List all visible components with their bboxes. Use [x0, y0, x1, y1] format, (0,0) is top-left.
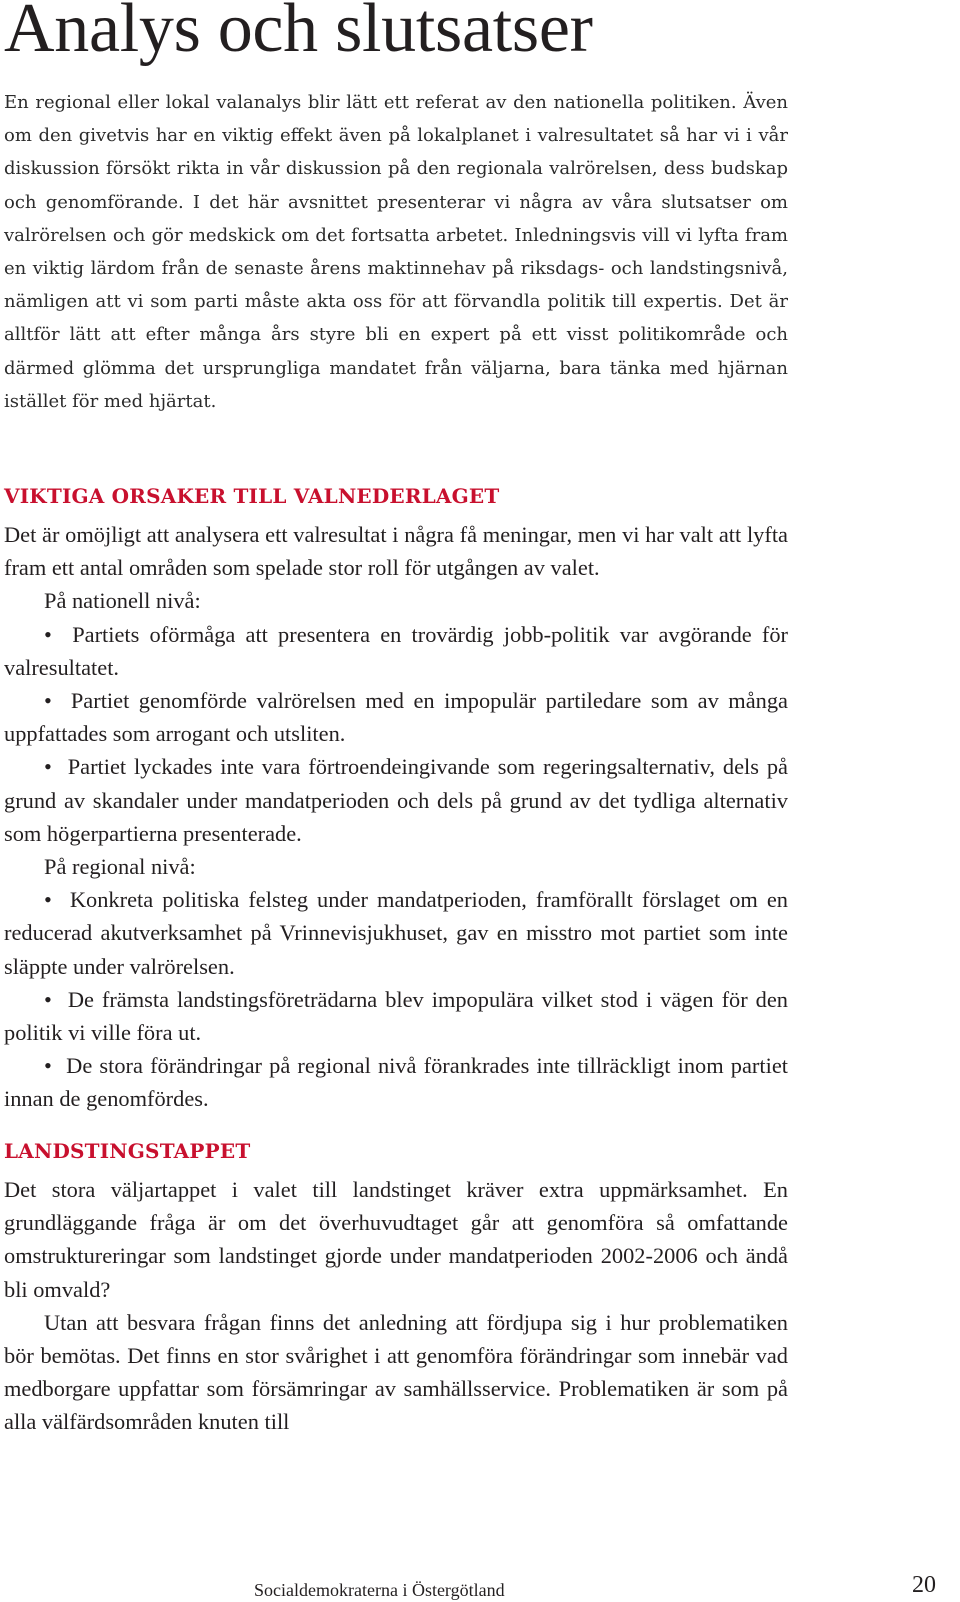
national-bullet-item: • Partiet lyckades inte vara förtroendeingivande som regeringsalternativ, dels på grund av skandaler under mandatperioden och dels på grund av det tydliga alternativ som högerpartierna presenterade.	[4, 750, 788, 850]
page-number: 20	[912, 1572, 936, 1598]
national-level-label: På nationell nivå:	[44, 588, 201, 614]
intro-paragraph: En regional eller lokal valanalys blir lätt ett referat av den nationella politiken. Även om den givetvis har en viktig effekt även på lokalplanet i valresultatet så har vi i vår diskussion försökt rikta in vår diskussion på den regionala valrörelsen, dess budskap och genomförande. I det här avsnittet presenterar vi några av våra slutsatser om valrörelsen och gör medskick om det fortsatta arbetet. Inledningsvis vill vi lyfta fram en viktig lärdom från de senaste årens maktinnehav på riksdags- och landstingsnivå, nämligen att vi som parti måste akta oss för att förvandla politik till expertis. Det är alltför lätt att efter många års styre bli en expert på ett visst politikområde och därmed glömma det ursprungliga mandatet från väljarna, bara tänka med hjärnan istället för med hjärtat.	[4, 92, 788, 412]
section-paragraph: Det stora väljartappet i valet till landstinget kräver extra uppmärksamhet. En grundläggande fråga är om det överhuvudtaget går att genomföra så omfattande omstruktureringar som landstinget gjorde under mandatperioden 2002-2006 och ändå bli omvald?	[4, 1177, 788, 1302]
section-landstingstappet	[4, 1135, 788, 1439]
regional-bullet-item: • De stora förändringar på regional nivå förankrades inte tillräckligt inom partiet innan de genomfördes.	[4, 1049, 788, 1115]
regional-bullet-item: • De främsta landstingsföreträdarna blev impopulära vilket stod i vägen för den politik vi ville föra ut.	[4, 983, 788, 1049]
section-heading-landstingstappet: LANDSTINGSTAPPET	[4, 1139, 251, 1163]
section-heading-orsaker: VIKTIGA ORSAKER TILL VALNEDERLAGET	[4, 484, 500, 508]
page-title: Analys och slutsatser	[4, 0, 593, 67]
footer-publisher: Socialdemokraterna i Östergötland	[254, 1580, 505, 1600]
section-orsaker	[4, 480, 788, 1116]
section-lead-paragraph: Det är omöjligt att analysera ett valresultat i några få meningar, men vi har valt att lyfta fram ett antal områden som spelade stor roll för utgången av valet.	[4, 522, 788, 581]
regional-bullet-item: • Konkreta politiska felsteg under mandatperioden, framförallt förslaget om en reducerad akutverksamhet på Vrinnevisjukhuset, gav en misstro mot partiet som inte släppte under valrörelsen.	[4, 883, 788, 983]
regional-level-label: På regional nivå:	[44, 854, 196, 880]
section-paragraph: Utan att besvara frågan finns det anledning att fördjupa sig i hur problematiken bör bemötas. Det finns en stor svårighet i att genomföra förändringar som innebär vad medborgare uppfattar som försämringar av samhällsservice. Problematiken är som på alla välfärdsområden knuten till	[4, 1309, 788, 1435]
national-bullet-item: • Partiet genomförde valrörelsen med en impopulär partiledare som av många uppfattades som arrogant och utsliten.	[4, 684, 788, 750]
national-bullet-item: • Partiets oförmåga att presentera en trovärdig jobb-politik var avgörande för valresultatet.	[4, 618, 788, 684]
